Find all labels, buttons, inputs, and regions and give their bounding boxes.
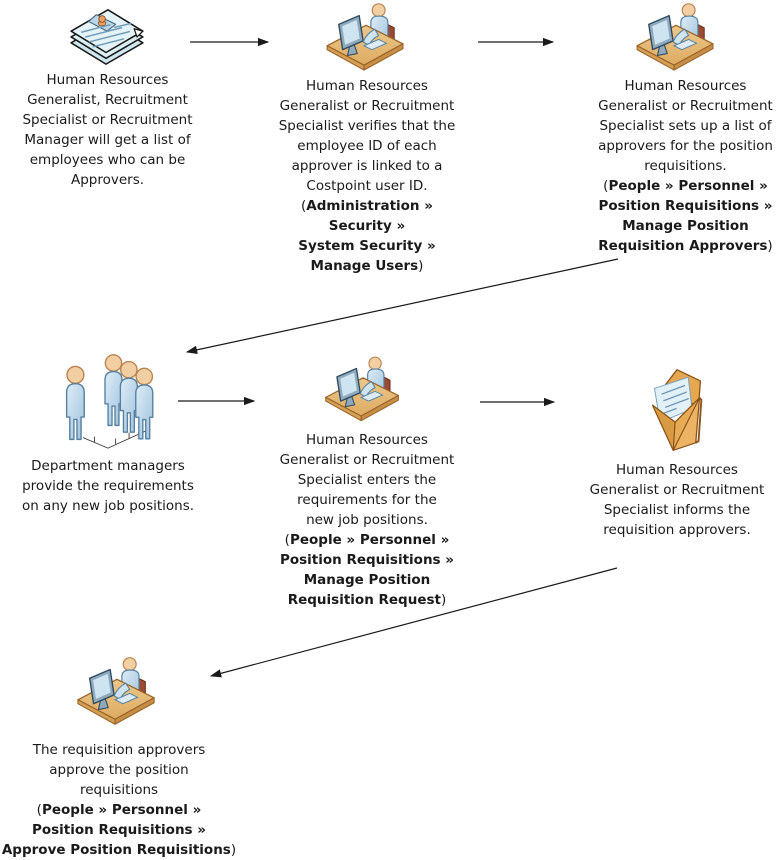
caption-line: requisitions. xyxy=(644,158,727,174)
caption-line: on any new job positions. xyxy=(21,498,195,514)
caption-line: approver is linked to a xyxy=(291,158,443,174)
caption-line: Specialist verifies that the xyxy=(278,118,456,134)
caption-line: Manager will get a list of xyxy=(24,132,191,148)
caption-line: (Administration » xyxy=(301,198,433,214)
caption-line: Specialist informs the xyxy=(603,502,751,518)
caption-line: Requisition Approvers) xyxy=(598,238,773,254)
arrow-inform-approvers-to-approve-requisitions xyxy=(211,568,617,676)
caption-line: Human Resources xyxy=(46,72,169,88)
caption-line: requirements for the xyxy=(297,492,437,508)
caption-line: Costpoint user ID. xyxy=(306,178,428,194)
caption-line: requisitions xyxy=(79,782,159,798)
caption-line: Position Requisitions » xyxy=(279,552,455,568)
caption-line: Specialist sets up a list of xyxy=(599,118,772,134)
arrow-setup-approvers-to-department-managers xyxy=(187,259,618,352)
caption-line: (People » Personnel » xyxy=(284,532,450,548)
caption-line: Security » xyxy=(328,218,406,234)
caption-line: approvers for the position xyxy=(598,138,773,154)
caption-line: Position Requisitions » xyxy=(31,822,207,838)
caption-line: Human Resources xyxy=(624,78,747,94)
caption-line: Generalist or Recruitment xyxy=(589,482,765,498)
caption-line: provide the requirements xyxy=(22,478,194,494)
caption-line: Human Resources xyxy=(306,432,428,448)
caption-line: Human Resources xyxy=(616,462,738,478)
caption-line: employees who can be xyxy=(29,152,186,168)
caption-line: (People » Personnel » xyxy=(36,802,202,818)
caption-line: Position Requisitions » xyxy=(598,198,773,214)
caption-line: Specialist enters the xyxy=(297,472,437,488)
caption-line: (People » Personnel » xyxy=(603,178,768,194)
caption-line: Manage Position xyxy=(303,572,431,588)
caption-line: Approve Position Requisitions) xyxy=(1,842,237,858)
caption-line: Generalist, Recruitment xyxy=(27,92,188,108)
caption-line: The requisition approvers xyxy=(32,742,206,758)
caption-line: Generalist or Recruitment xyxy=(279,452,455,468)
caption-line: employee ID of each xyxy=(297,138,437,154)
caption-line: Generalist or Recruitment xyxy=(598,98,773,114)
caption-line: approve the position xyxy=(49,762,189,778)
caption-line: requisition approvers. xyxy=(603,522,751,538)
caption-line: Specialist or Recruitment xyxy=(22,112,193,128)
caption-line: System Security » xyxy=(298,238,436,254)
caption-line: Generalist or Recruitment xyxy=(279,98,455,114)
caption-line: Manage Users) xyxy=(310,258,424,274)
caption-line: Approvers. xyxy=(70,172,145,188)
caption-line: Human Resources xyxy=(306,78,428,94)
caption-line: Manage Position xyxy=(622,218,749,234)
caption-line: new job positions. xyxy=(306,512,428,528)
caption-line: Department managers xyxy=(31,458,185,474)
caption-line: Requisition Request) xyxy=(287,592,447,608)
